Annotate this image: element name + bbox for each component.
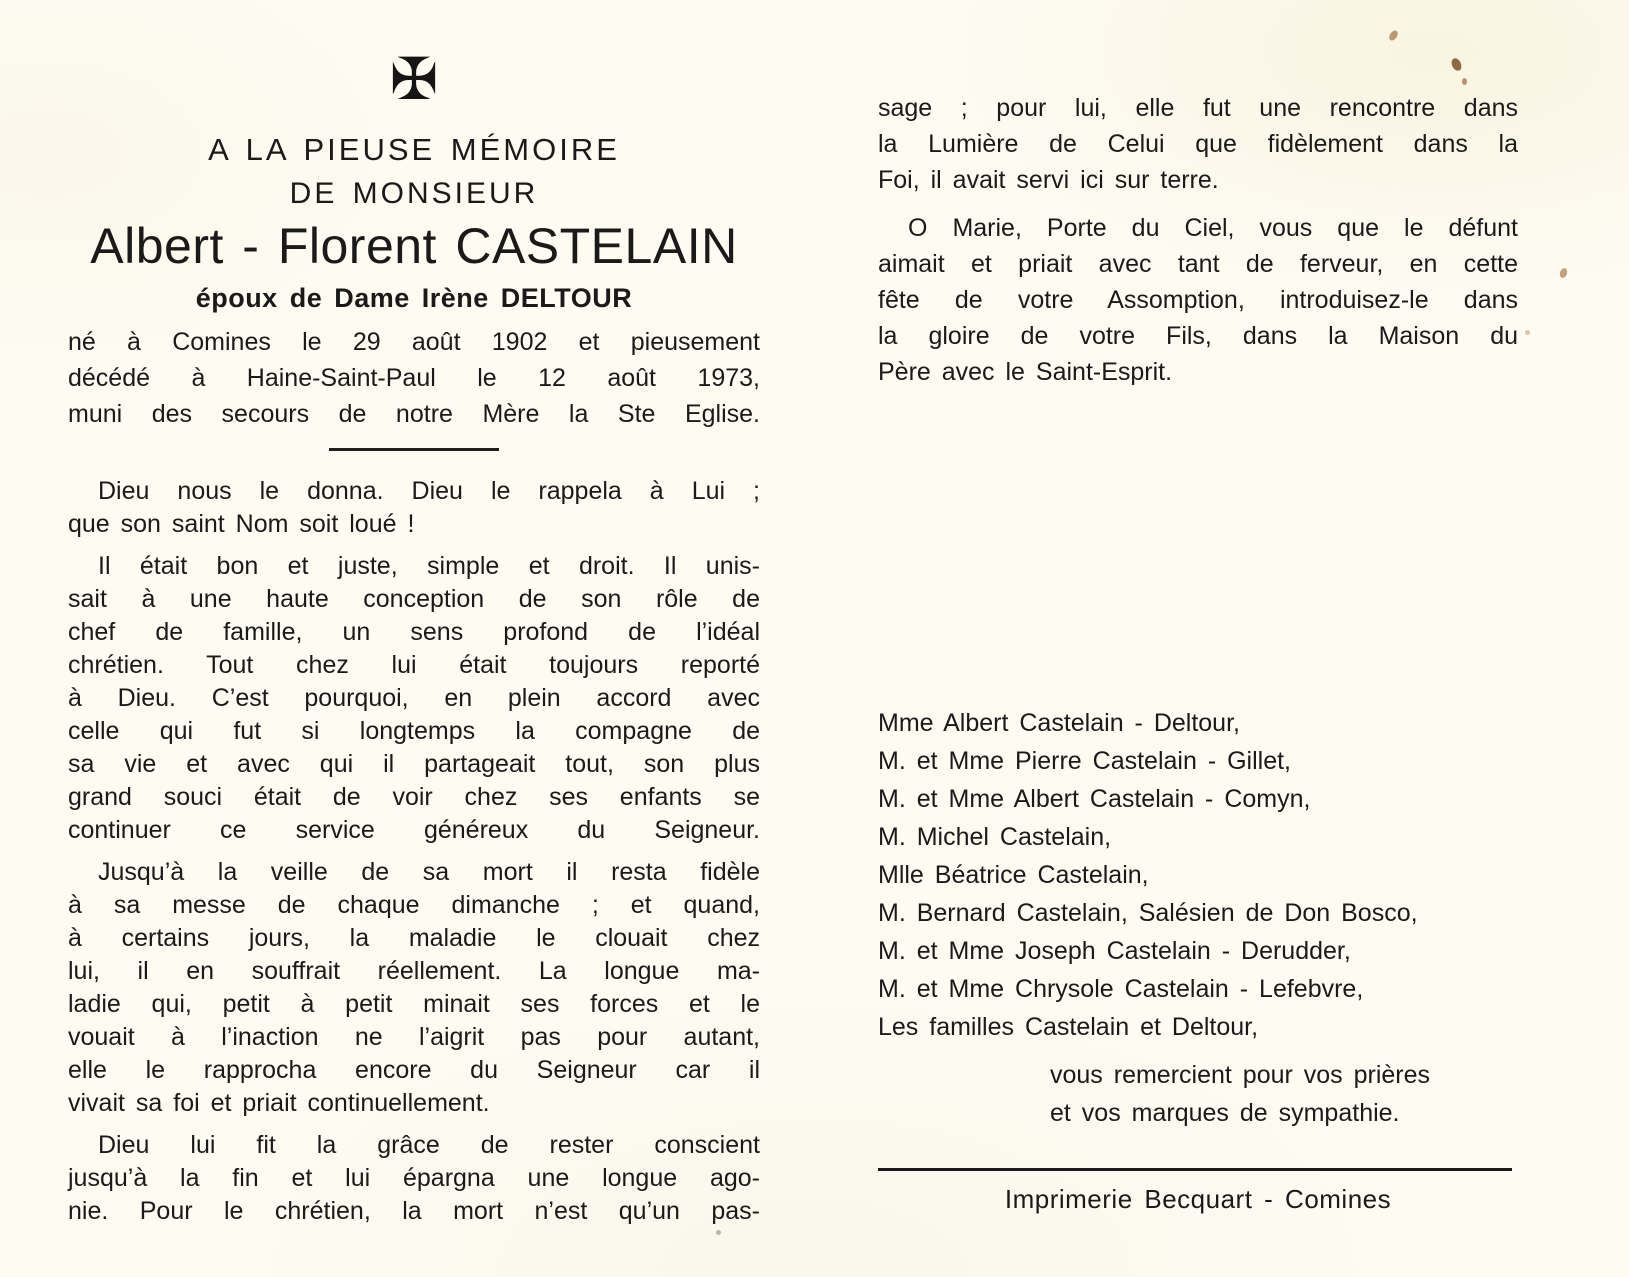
family-member-line: Mme Albert Castelain - Deltour, — [878, 709, 1240, 737]
text-line: Foi, il avait servi ici sur terre. — [878, 166, 1219, 194]
text-line: à Dieu. C’est pourquoi, en plein accord avec — [68, 684, 760, 712]
paragraph — [878, 210, 1518, 390]
text-line: la Lumière de Celui que fidèlement dans la — [878, 130, 1518, 158]
birth-death-paragraph — [68, 324, 760, 432]
text-line: décédé à Haine-Saint-Paul le 12 août 1973, — [68, 364, 760, 392]
imprint-line: Imprimerie Becquart - Comines — [1004, 1184, 1392, 1214]
family-member-line: M. et Mme Albert Castelain - Comyn, — [878, 785, 1311, 813]
paragraph — [68, 856, 760, 1120]
text-line: vouait à l’inaction ne l’aigrit pas pour autant, — [68, 1023, 760, 1051]
memorial-heading: A LA PIEUSE MÉMOIRE — [208, 132, 620, 167]
text-line: à sa messe de chaque dimanche ; et quand, — [68, 891, 760, 919]
text-line: grand souci était de voir chez ses enfants se — [68, 783, 760, 811]
stain-speck — [1559, 267, 1569, 279]
text-line: continuer ce service généreux du Seigneur. — [68, 816, 760, 844]
stain-speck — [1462, 78, 1467, 85]
text-line: né à Comines le 29 août 1902 et pieusement — [68, 328, 760, 356]
paragraph — [68, 475, 760, 541]
text-line: Dieu nous le donna. Dieu le rappela à Lui ; — [98, 477, 760, 505]
text-line: que son saint Nom soit loué ! — [68, 510, 415, 538]
text-line: muni des secours de notre Mère la Ste Eglise. — [68, 400, 760, 428]
text-line: ladie qui, petit à petit minait ses forces et le — [68, 990, 760, 1018]
text-line: chrétien. Tout chez lui était toujours reporté — [68, 651, 760, 679]
text-line: Jusqu’à la veille de sa mort il resta fidèle — [98, 858, 760, 886]
family-member-line: M. et Mme Joseph Castelain - Derudder, — [878, 937, 1351, 965]
text-line: sa vie et avec qui il partageait tout, son plus — [68, 750, 760, 778]
text-line: nie. Pour le chrétien, la mort n’est qu’un pas- — [68, 1197, 760, 1225]
text-line: celle qui fut si longtemps la compagne de — [68, 717, 760, 745]
section-divider — [329, 448, 499, 451]
family-member-line: M. Michel Castelain, — [878, 823, 1112, 851]
thanks-line: et vos marques de sympathie. — [1050, 1099, 1400, 1127]
family-member-line: M. et Mme Pierre Castelain - Gillet, — [878, 747, 1291, 775]
deceased-name: Albert - Florent CASTELAIN — [90, 218, 738, 274]
family-member-line: M. et Mme Chrysole Castelain - Lefebvre, — [878, 975, 1364, 1003]
text-line: à certains jours, la maladie le clouait chez — [68, 924, 760, 952]
family-member-line: M. Bernard Castelain, Salésien de Don Bosco, — [878, 899, 1418, 927]
text-line: lui, il en souffrait réellement. La longue ma- — [68, 957, 760, 985]
paragraph — [68, 1129, 760, 1228]
paragraph — [68, 324, 760, 432]
thanks-line: vous remercient pour vos prières — [1050, 1061, 1431, 1089]
text-line: jusqu’à la fin et lui épargna une longue ago- — [68, 1164, 760, 1192]
text-line: O Marie, Porte du Ciel, vous que le défunt — [908, 214, 1518, 242]
text-line: sage ; pour lui, elle fut une rencontre dans — [878, 94, 1518, 122]
text-line: la gloire de votre Fils, dans la Maison du — [878, 322, 1518, 350]
stain-speck — [1525, 330, 1530, 335]
paragraph — [878, 90, 1518, 198]
text-line: sait à une haute conception de son rôle de — [68, 585, 760, 613]
text-line: aimait et priait avec tant de ferveur, en cette — [878, 250, 1518, 278]
maltese-cross-icon: ✠ — [389, 45, 439, 113]
biography-paragraphs — [68, 475, 760, 1228]
text-line: elle le rapprocha encore du Seigneur car il — [68, 1056, 760, 1084]
text-line: Il était bon et juste, simple et droit. Il unis- — [98, 552, 760, 580]
family-list — [878, 704, 1518, 1046]
family-member-line: Les familles Castelain et Deltour, — [878, 1013, 1259, 1041]
text-line: chef de famille, un sens profond de l’idéal — [68, 618, 760, 646]
text-line: fête de votre Assomption, introduisez-le dans — [878, 286, 1518, 314]
text-line: Dieu lui fit la grâce de rester conscient — [98, 1131, 760, 1159]
text-line: Père avec le Saint-Esprit. — [878, 358, 1173, 386]
text-line: vivait sa foi et priait continuellement. — [68, 1089, 490, 1117]
thanks-block — [1050, 1056, 1518, 1132]
family-member-line: Mlle Béatrice Castelain, — [878, 861, 1149, 889]
spouse-line: époux de Dame Irène DELTOUR — [195, 283, 633, 313]
imprint-divider — [878, 1168, 1512, 1171]
stain-speck — [716, 1230, 721, 1235]
continuation-paragraphs — [878, 90, 1518, 390]
right-column — [878, 0, 1518, 1215]
monsieur-heading: DE MONSIEUR — [289, 177, 539, 210]
left-column — [68, 0, 760, 1228]
paragraph — [68, 550, 760, 847]
